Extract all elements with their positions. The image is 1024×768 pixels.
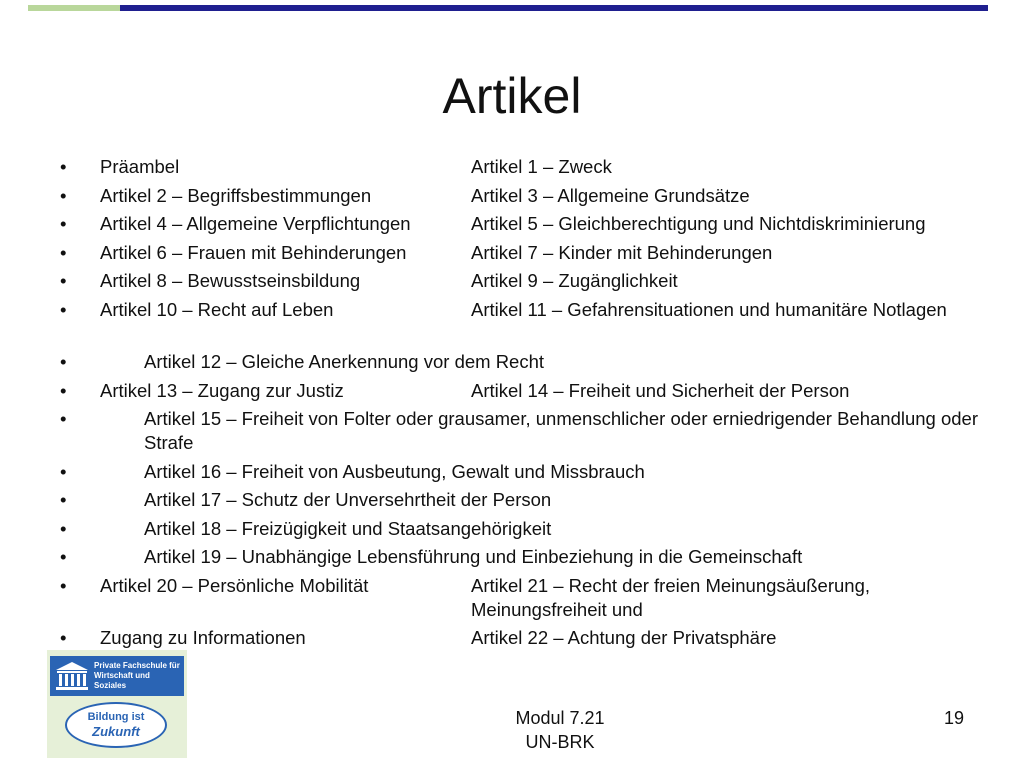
list-item-right: Artikel 3 – Allgemeine Grundsätze — [471, 184, 750, 206]
list-item-right: Artikel 21 – Recht der freien Meinungsäußerung, Meinungsfreiheit und — [471, 574, 870, 620]
list-item — [56, 379, 986, 403]
list-item-text: Artikel 17 – Schutz der Unversehrtheit der Person — [144, 489, 552, 510]
badge-line1: Bildung ist — [87, 711, 145, 723]
slide-title: Artikel — [442, 68, 582, 124]
list-item — [56, 488, 986, 512]
list-item — [56, 545, 986, 569]
top-accent-bar-blue — [120, 5, 988, 11]
list-item-left: Zugang zu Informationen — [100, 627, 306, 648]
list-item-right: Artikel 22 – Achtung der Privatsphäre — [471, 627, 777, 648]
footer-module-line2: UN-BRK — [525, 732, 595, 752]
list-item-right: Artikel 1 – Zweck — [471, 156, 612, 177]
bullet: • — [60, 298, 67, 320]
list-item-left: Artikel 10 – Recht auf Leben — [100, 298, 334, 320]
list-item — [56, 407, 986, 455]
bullet: • — [60, 627, 67, 648]
logo-school-line1: Private Fachschule für — [94, 661, 180, 670]
article-list — [56, 155, 986, 655]
temple-icon — [54, 660, 90, 692]
logo-banner — [50, 656, 184, 696]
list-item-text: Artikel 15 – Freiheit von Folter oder grausamer, unmenschlicher oder erniedrigender Behandlung oder Strafe — [144, 408, 978, 453]
list-item — [56, 184, 986, 208]
list-item-left: Präambel — [100, 156, 180, 177]
list-item — [56, 574, 986, 622]
list-item-text: Artikel 16 – Freiheit von Ausbeutung, Gewalt und Missbrauch — [144, 460, 645, 482]
bullet: • — [60, 546, 67, 567]
bullet: • — [60, 379, 67, 401]
footer-module-line1: Modul 7.21 — [515, 708, 605, 728]
bullet: • — [60, 517, 67, 539]
list-item — [56, 517, 986, 541]
bullet: • — [60, 270, 67, 291]
badge-line2: Zukunft — [92, 724, 140, 739]
list-item — [56, 241, 986, 265]
list-item-right: Artikel 9 – Zugänglichkeit — [471, 270, 678, 291]
list-item — [56, 626, 986, 650]
school-logo — [47, 650, 187, 758]
bullet: • — [60, 184, 67, 206]
list-item-left: Artikel 2 – Begriffsbestimmungen — [100, 184, 372, 206]
list-item-left: Artikel 8 – Bewusstseinsbildung — [100, 270, 361, 291]
logo-badge — [65, 702, 167, 748]
list-item-left: Artikel 4 – Allgemeine Verpflichtungen — [100, 213, 411, 234]
bullet: • — [60, 489, 67, 510]
logo-school-name — [94, 661, 182, 691]
list-item-right: Artikel 7 – Kinder mit Behinderungen — [471, 241, 773, 263]
list-item-right: Artikel 5 – Gleichberechtigung und Nichtdiskriminierung — [471, 213, 926, 234]
list-item — [56, 212, 986, 236]
list-item — [56, 460, 986, 484]
list-item-left: Artikel 13 – Zugang zur Justiz — [100, 379, 344, 401]
list-item-right: Artikel 14 – Freiheit und Sicherheit der Person — [471, 379, 850, 401]
list-item-text: Artikel 19 – Unabhängige Lebensführung und Einbeziehung in die Gemeinschaft — [144, 546, 803, 567]
list-item-right: Artikel 11 – Gefahrensituationen und humanitäre Notlagen — [471, 298, 947, 320]
bullet: • — [60, 241, 67, 263]
footer-module — [460, 706, 660, 754]
list-item-text: Artikel 12 – Gleiche Anerkennung vor dem Recht — [144, 351, 545, 372]
list-item — [56, 298, 986, 346]
list-item-text: Artikel 18 – Freizügigkeit und Staatsangehörigkeit — [144, 517, 552, 539]
bullet: • — [60, 408, 67, 429]
top-accent-bar-green — [28, 5, 120, 11]
list-item — [56, 155, 986, 179]
page-number: 19 — [943, 708, 964, 728]
list-item-left: Artikel 6 – Frauen mit Behinderungen — [100, 241, 407, 263]
bullet: • — [60, 156, 67, 177]
list-item-left: Artikel 20 – Persönliche Mobilität — [100, 574, 369, 596]
bullet: • — [60, 574, 67, 596]
logo-school-line2: Wirtschaft und Soziales — [94, 671, 150, 690]
bullet: • — [60, 213, 67, 234]
bullet: • — [60, 351, 67, 372]
list-item — [56, 350, 986, 374]
bullet: • — [60, 460, 67, 482]
list-item — [56, 269, 986, 293]
